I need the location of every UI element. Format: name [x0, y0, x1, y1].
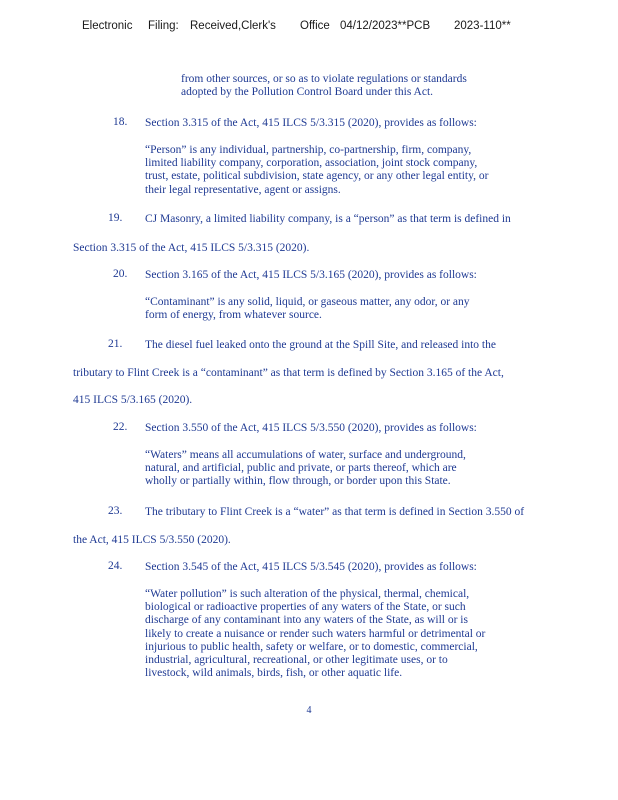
quote-line: injurious to public health, safety or welfare, or to domestic, commercial,: [145, 640, 478, 653]
quote-water-pollution: [145, 588, 485, 680]
header-office: Office: [300, 20, 330, 32]
quote-line: “Waters” means all accumulations of water, surface and underground,: [145, 449, 466, 461]
paragraph-number: 19.: [108, 212, 123, 224]
header-filing: Filing:: [148, 20, 179, 32]
header-date: 04/12/2023**PCB: [340, 20, 431, 32]
intro-quote: [181, 73, 467, 99]
paragraph-number: 24.: [108, 560, 123, 572]
paragraph-continuation: Section 3.315 of the Act, 415 ILCS 5/3.315 (2020).: [73, 242, 310, 254]
quote-line: from other sources, or so as to violate regulations or standards: [181, 73, 467, 85]
paragraph-text: Section 3.545 of the Act, 415 ILCS 5/3.545 (2020), provides as follows:: [145, 561, 477, 573]
paragraph-number: 23.: [108, 505, 123, 517]
quote-line: industrial, agricultural, recreational, or other legitimate uses, or to: [145, 654, 448, 667]
quote-line: “Contaminant” is any solid, liquid, or gaseous matter, any odor, or any: [145, 296, 470, 308]
paragraph-continuation: the Act, 415 ILCS 5/3.550 (2020).: [73, 534, 231, 546]
page-number: 4: [306, 705, 312, 716]
paragraph-text: The tributary to Flint Creek is a “water” as that term is defined in Section 3.550 of: [145, 506, 525, 518]
paragraph-number: 21.: [108, 338, 123, 350]
quote-contaminant: [145, 296, 470, 322]
quote-line: trust, estate, political subdivision, state agency, or any other legal entity, or: [145, 170, 489, 183]
paragraph-text: CJ Masonry, a limited liability company, is a “person” as that term is defined in: [145, 213, 511, 225]
paragraph-text: The diesel fuel leaked onto the ground at the Spill Site, and released into the: [145, 339, 496, 351]
paragraph-number: 20.: [113, 268, 128, 280]
quote-line: form of energy, from whatever source.: [145, 309, 322, 322]
paragraph-number: 18.: [113, 116, 128, 128]
header-case: 2023-110**: [454, 20, 511, 32]
quote-line: their legal representative, agent or assigns.: [145, 183, 341, 196]
header-received: Received,Clerk's: [190, 20, 276, 32]
quote-person: [145, 144, 488, 197]
quote-line: wholly or partially within, flow through, or border upon this State.: [145, 475, 451, 488]
quote-line: “Person” is any individual, partnership, co-partnership, firm, company,: [145, 144, 472, 156]
paragraph-text: Section 3.550 of the Act, 415 ILCS 5/3.550 (2020), provides as follows:: [145, 422, 477, 434]
quote-line: natural, and artificial, public and private, or parts thereof, which are: [145, 462, 457, 475]
quote-line: likely to create a nuisance or render such waters harmful or detrimental or: [145, 627, 486, 640]
paragraph-continuation: 415 ILCS 5/3.165 (2020).: [73, 394, 193, 406]
paragraph-continuation: tributary to Flint Creek is a “contaminant” as that term is defined by Section 3.165 of the Act,: [73, 367, 504, 379]
quote-line: adopted by the Pollution Control Board under this Act.: [181, 86, 434, 99]
quote-line: limited liability company, corporation, association, joint stock company,: [145, 157, 478, 170]
quote-line: biological or radioactive properties of any waters of the State, or such: [145, 601, 466, 614]
quote-line: discharge of any contaminant into any waters of the State, as will or is: [145, 614, 468, 627]
header-electronic: Electronic: [82, 20, 133, 32]
quote-waters: [145, 449, 466, 489]
quote-line: “Water pollution” is such alteration of the physical, thermal, chemical,: [145, 588, 470, 600]
paragraph-text: Section 3.315 of the Act, 415 ILCS 5/3.315 (2020), provides as follows:: [145, 117, 477, 129]
quote-line: livestock, wild animals, birds, fish, or other aquatic life.: [145, 667, 403, 680]
paragraph-number: 22.: [113, 421, 128, 433]
paragraph-text: Section 3.165 of the Act, 415 ILCS 5/3.165 (2020), provides as follows:: [145, 269, 477, 281]
